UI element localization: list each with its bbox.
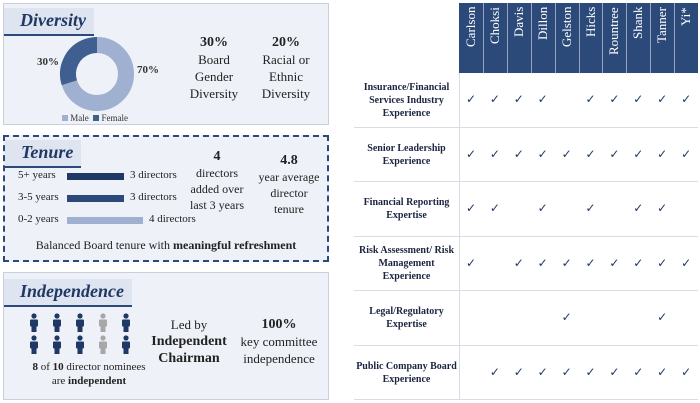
director-column-header: Dillon	[534, 7, 550, 41]
tenure-bar-value: 4 directors	[149, 213, 196, 225]
checkmark-icon: ✓	[489, 92, 500, 107]
skill-row-label: Risk Assessment/ Risk Management Experience	[358, 245, 455, 283]
avg-tenure-stat	[251, 153, 327, 217]
caption-of: of	[37, 361, 53, 373]
directors-added-line1: directors	[196, 166, 238, 180]
avg-tenure-value: 4.8	[280, 153, 298, 168]
checkmark-icon: ✓	[657, 364, 668, 379]
director-column-header: Hicks	[582, 7, 598, 38]
checkmark-icon: ✓	[657, 201, 668, 216]
skills-matrix	[354, 3, 698, 400]
column-divider	[507, 3, 508, 400]
checkmark-icon: ✓	[585, 146, 596, 161]
avg-tenure-line2: director	[270, 186, 308, 200]
tenure-footer-text: Balanced Board tenure with	[35, 238, 174, 252]
checkmark-icon: ✓	[537, 146, 548, 161]
tenure-bar-label: 3-5 years	[18, 191, 59, 203]
gender-diversity-line2: Gender	[194, 69, 234, 84]
total-count: 10	[52, 361, 64, 373]
caption-independent: independent	[68, 375, 127, 387]
skill-row-label: Insurance/Financial Services Industry Experience	[363, 81, 450, 119]
ethnic-diversity-value: 20%	[272, 35, 300, 50]
checkmark-icon: ✓	[585, 364, 596, 379]
checkmark-icon: ✓	[465, 92, 477, 107]
column-divider	[602, 3, 603, 400]
checkmark-icon: ✓	[585, 201, 596, 216]
tenure-bar-label: 0-2 years	[18, 213, 59, 225]
ethnic-diversity-line3: Diversity	[261, 86, 311, 101]
checkmark-icon: ✓	[681, 146, 692, 161]
tenure-bar-value: 3 directors	[130, 191, 177, 203]
ethnic-diversity-line2: Ethnic	[269, 69, 303, 84]
gender-diversity-line1: Board	[198, 52, 230, 67]
female-pct-label: 30%	[37, 56, 59, 68]
director-column-header: Gelston	[558, 7, 574, 48]
tenure-footer-emphasis: meaningful refreshment	[173, 238, 297, 252]
skill-row-label: Financial Reporting Expertise	[363, 197, 450, 222]
checkmark-icon: ✓	[633, 201, 644, 216]
director-column-header: Choksi	[486, 7, 502, 44]
checkmark-icon: ✓	[537, 364, 548, 379]
person-icon-independent	[53, 335, 61, 354]
label-column-divider	[459, 73, 460, 400]
skill-row-label: Legal/Regulatory Expertise	[369, 306, 444, 331]
committee-independence-stat	[234, 316, 324, 367]
female-legend-swatch	[93, 115, 99, 121]
chair-line1: Led by	[170, 317, 208, 332]
caption-nominees: director nominees	[63, 361, 146, 373]
checkmark-icon: ✓	[657, 310, 668, 325]
person-icon-independent	[122, 313, 130, 332]
person-icon-independent	[30, 335, 38, 354]
tenure-bar-label: 5+ years	[18, 169, 56, 181]
checkmark-icon: ✓	[585, 255, 596, 270]
checkmark-icon: ✓	[681, 255, 692, 270]
checkmark-icon: ✓	[657, 255, 668, 270]
diversity-panel	[3, 3, 329, 125]
checkmark-icon: ✓	[513, 92, 524, 107]
gender-diversity-stat	[179, 34, 249, 102]
committee-value: 100%	[261, 317, 297, 332]
tenure-panel	[3, 135, 329, 262]
director-column-header: Rountree	[606, 7, 622, 55]
person-icon-independent	[30, 313, 38, 332]
directors-added-line2: added over	[190, 182, 244, 196]
checkmark-icon: ✓	[465, 146, 477, 161]
skill-row-label: Public Company Board Experience	[356, 360, 457, 385]
avg-tenure-line3: tenure	[274, 202, 304, 216]
checkmark-icon: ✓	[537, 92, 548, 107]
tenure-footer	[5, 238, 327, 253]
male-legend-label: Male	[70, 113, 89, 123]
gender-donut-chart	[57, 34, 137, 114]
checkmark-icon: ✓	[561, 364, 572, 379]
person-icon-independent	[76, 313, 84, 332]
checkmark-icon: ✓	[489, 146, 500, 161]
checkmark-icon: ✓	[633, 92, 644, 107]
checkmark-icon: ✓	[609, 92, 620, 107]
diversity-title: Diversity	[4, 8, 94, 36]
gender-diversity-value: 30%	[200, 35, 228, 50]
checkmark-icon: ✓	[585, 92, 596, 107]
checkmark-icon: ✓	[537, 201, 548, 216]
checkmark-icon: ✓	[657, 146, 668, 161]
checkmark-icon: ✓	[465, 201, 477, 216]
checkmark-icon: ✓	[561, 146, 572, 161]
tenure-bar-value: 3 directors	[130, 169, 177, 181]
checkmark-icon: ✓	[681, 364, 692, 379]
checkmark-icon: ✓	[489, 364, 500, 379]
chair-line3: Chairman	[158, 351, 220, 366]
director-column-header: Tanner	[654, 7, 670, 43]
directors-added-stat	[183, 149, 251, 213]
checkmark-icon: ✓	[609, 146, 620, 161]
skill-row-label: Senior Leadership Experience	[367, 142, 446, 167]
chair-line2: Independent	[151, 334, 227, 349]
female-legend-label: Female	[101, 113, 128, 123]
caption-are: are	[51, 375, 69, 387]
ethnic-diversity-line1: Racial or	[262, 52, 310, 67]
gender-diversity-line3: Diversity	[189, 86, 239, 101]
tenure-bar	[67, 195, 124, 202]
checkmark-icon: ✓	[633, 146, 644, 161]
checkmark-icon: ✓	[561, 310, 572, 325]
checkmark-icon: ✓	[561, 255, 572, 270]
checkmark-icon: ✓	[513, 255, 524, 270]
independent-chairman-stat	[144, 316, 234, 367]
male-pct-label: 70%	[137, 64, 159, 76]
checkmark-icon: ✓	[513, 364, 524, 379]
person-icon-independent	[122, 335, 130, 354]
director-column-header: Carlson	[463, 7, 478, 48]
person-icon-independent	[53, 313, 61, 332]
column-divider	[674, 3, 675, 400]
column-divider	[555, 3, 556, 400]
checkmark-icon: ✓	[681, 92, 692, 107]
tenure-bar	[67, 217, 143, 224]
director-column-header: Davis	[510, 7, 526, 38]
male-legend-swatch	[62, 115, 68, 121]
directors-added-value: 4	[213, 149, 221, 164]
committee-line1: key committee	[240, 334, 318, 349]
independent-count: 8	[32, 361, 38, 373]
tenure-title: Tenure	[5, 140, 81, 168]
checkmark-icon: ✓	[633, 364, 644, 379]
checkmark-icon: ✓	[513, 146, 524, 161]
checkmark-icon: ✓	[657, 92, 668, 107]
avg-tenure-line1: year average	[258, 170, 320, 184]
tenure-bar	[67, 173, 124, 180]
checkmark-icon: ✓	[609, 364, 620, 379]
checkmark-icon: ✓	[537, 255, 548, 270]
person-icon-independent	[76, 335, 84, 354]
director-column-header: Shank	[630, 7, 646, 40]
committee-line2: independence	[243, 351, 315, 366]
checkmark-icon: ✓	[465, 255, 477, 270]
ethnic-diversity-stat	[251, 34, 321, 102]
director-column-header: Yi*	[678, 7, 694, 26]
gender-legend	[62, 113, 128, 123]
checkmark-icon: ✓	[489, 201, 500, 216]
independence-title: Independence	[4, 279, 132, 307]
row-divider	[354, 399, 698, 400]
checkmark-icon: ✓	[609, 255, 620, 270]
person-icon-non-independent	[99, 313, 107, 332]
independence-caption	[14, 360, 164, 388]
checkmark-icon: ✓	[633, 255, 644, 270]
independence-panel	[3, 272, 329, 400]
person-icon-non-independent	[99, 335, 107, 354]
directors-added-line3: last 3 years	[190, 198, 244, 212]
